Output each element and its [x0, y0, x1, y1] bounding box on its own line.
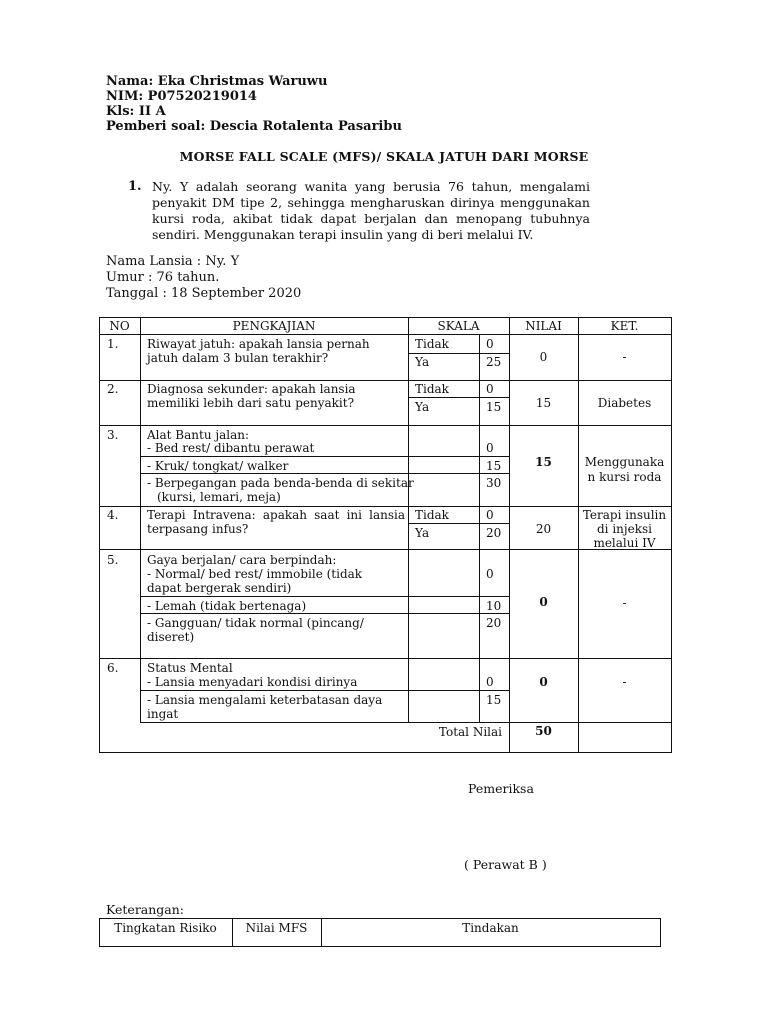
legend-label: Keterangan: [106, 902, 185, 917]
legend-border-bottom [99, 946, 661, 947]
row-description: Riwayat jatuh: apakah lansia pernah jatuh dalam 3 bulan terakhir? [147, 337, 370, 365]
scale-value: 0 [486, 567, 494, 581]
scale-option: Tidak [415, 508, 449, 522]
patient-name: Nama Lansia : Ny. Y [106, 254, 240, 269]
case-number: 1. [128, 179, 142, 194]
scale-criterion: - Bed rest/ dibantu perawat [147, 441, 315, 455]
scale-value: 0 [486, 441, 494, 455]
scale-value: 0 [486, 675, 494, 689]
row-divider [140, 690, 509, 691]
nilai-value: 0 [539, 595, 548, 609]
scale-value: 0 [486, 382, 494, 396]
scale-option: Tidak [415, 382, 449, 396]
scale-value: 20 [486, 526, 502, 540]
row-divider [140, 722, 672, 723]
nilai-value: 0 [539, 675, 548, 689]
col-divider [408, 317, 409, 722]
student-class: Kls: II A [106, 104, 166, 119]
row-divider [99, 425, 672, 426]
scale-value: 20 [486, 616, 502, 630]
row-divider [140, 613, 509, 614]
header-pengkajian: PENGKAJIAN [232, 319, 316, 333]
student-nim: NIM: P07520219014 [106, 89, 257, 104]
ket-value-line2: n kursi roda [587, 470, 662, 484]
row-divider [408, 353, 509, 354]
ket-value: - [622, 596, 627, 610]
row-divider [140, 596, 509, 597]
header-skala: SKALA [437, 319, 480, 333]
case-description: Ny. Y adalah seorang wanita yang berusia 76 tahun, mengalami penyakit DM tipe 2, sehingga mengharuskan dirinya menggunakan kursi roda, akibat tidak dapat berjalan dan menopang tubuhnya sendiri. Menggunakan terapi insulin yang di beri melalui IV. [152, 179, 590, 242]
question-giver: Pemberi soal: Descia Rotalenta Pasaribu [106, 119, 402, 134]
scale-criterion: - Gangguan/ tidak normal (pincang/ diseret) [147, 616, 364, 644]
header-no: NO [109, 319, 130, 333]
row-divider [140, 473, 509, 474]
row-divider [99, 658, 672, 659]
scale-option: Ya [415, 526, 430, 540]
header-nilai: NILAI [525, 319, 562, 333]
table-border-left [99, 317, 100, 753]
row-divider [140, 456, 509, 457]
ket-value-line1: Terapi insulin [582, 508, 667, 522]
row-number: 4. [107, 508, 119, 522]
row-divider [408, 397, 509, 398]
row-number: 5. [107, 553, 119, 567]
scale-criterion: - Lansia menyadari kondisi dirinya [147, 675, 358, 689]
row-number: 2. [107, 382, 119, 396]
examiner-name: ( Perawat B ) [464, 857, 547, 872]
ket-value: - [622, 675, 627, 689]
col-divider [479, 334, 480, 722]
legend-border-right [660, 918, 661, 947]
ket-value-line2: di injeksi [597, 522, 652, 536]
ket-value: - [622, 350, 627, 364]
table-border-bottom [99, 752, 672, 753]
header-ket: KET. [610, 319, 639, 333]
row-number: 1. [107, 337, 119, 351]
scale-criterion: - Kruk/ tongkat/ walker [147, 459, 289, 473]
page-title: MORSE FALL SCALE (MFS)/ SKALA JATUH DARI MORSE [179, 149, 589, 164]
scale-value: 0 [486, 508, 494, 522]
row-description: Terapi Intravena: apakah saat ini lansia terpasang infus? [147, 508, 405, 536]
scale-value: 0 [486, 337, 494, 351]
row-description: Diagnosa sekunder: apakah lansia memiliki lebih dari satu penyakit? [147, 382, 356, 410]
scale-criterion-detail: (kursi, lemari, meja) [157, 490, 281, 504]
table-header-divider [99, 334, 672, 335]
legend-header-mfs: Nilai MFS [245, 921, 308, 935]
row-label: Gaya berjalan/ cara berpindah: [147, 553, 337, 567]
total-value: 50 [535, 724, 552, 738]
table-border-right [671, 317, 672, 753]
row-divider [408, 523, 509, 524]
scale-criterion: - Berpegangan pada benda-benda di sekitar [147, 476, 414, 490]
student-name: Nama: Eka Christmas Waruwu [106, 74, 328, 89]
scale-value: 10 [486, 599, 502, 613]
scale-option: Ya [415, 400, 430, 414]
total-label: Total Nilai [438, 725, 502, 739]
legend-border-top [99, 918, 661, 919]
row-number: 6. [107, 661, 119, 675]
nilai-value: 15 [535, 396, 552, 410]
ket-value-line1: Menggunaka [584, 455, 665, 469]
row-divider [99, 506, 672, 507]
table-border-top [99, 317, 672, 318]
scale-value: 15 [486, 459, 502, 473]
scale-value: 15 [486, 693, 502, 707]
scale-value: 25 [486, 355, 502, 369]
assessment-date: Tanggal : 18 September 2020 [106, 286, 302, 301]
ket-value-line3: melalui IV [593, 536, 656, 550]
row-label: Status Mental [147, 661, 233, 675]
scale-option: Tidak [415, 337, 449, 351]
scale-value: 15 [486, 400, 502, 414]
col-divider [140, 317, 141, 722]
nilai-value: 15 [535, 455, 552, 469]
row-number: 3. [107, 428, 119, 442]
scale-criterion: - Lemah (tidak bertenaga) [147, 599, 307, 613]
scale-criterion: - Lansia mengalami keterbatasan daya ingat [147, 693, 383, 721]
scale-value: 30 [486, 476, 502, 490]
examiner-label: Pemeriksa [468, 781, 534, 796]
nilai-value: 20 [535, 522, 552, 536]
scale-option: Ya [415, 355, 430, 369]
legend-header-risk: Tingkatan Risiko [114, 921, 217, 935]
nilai-value: 0 [539, 350, 548, 364]
ket-value: Diabetes [597, 396, 652, 410]
legend-header-action: Tindakan [462, 921, 519, 935]
scale-criterion: - Normal/ bed rest/ immobile (tidak dapat bergerak sendiri) [147, 567, 363, 595]
row-divider [99, 380, 672, 381]
row-label: Alat Bantu jalan: [147, 428, 249, 442]
patient-age: Umur : 76 tahun. [106, 270, 220, 285]
